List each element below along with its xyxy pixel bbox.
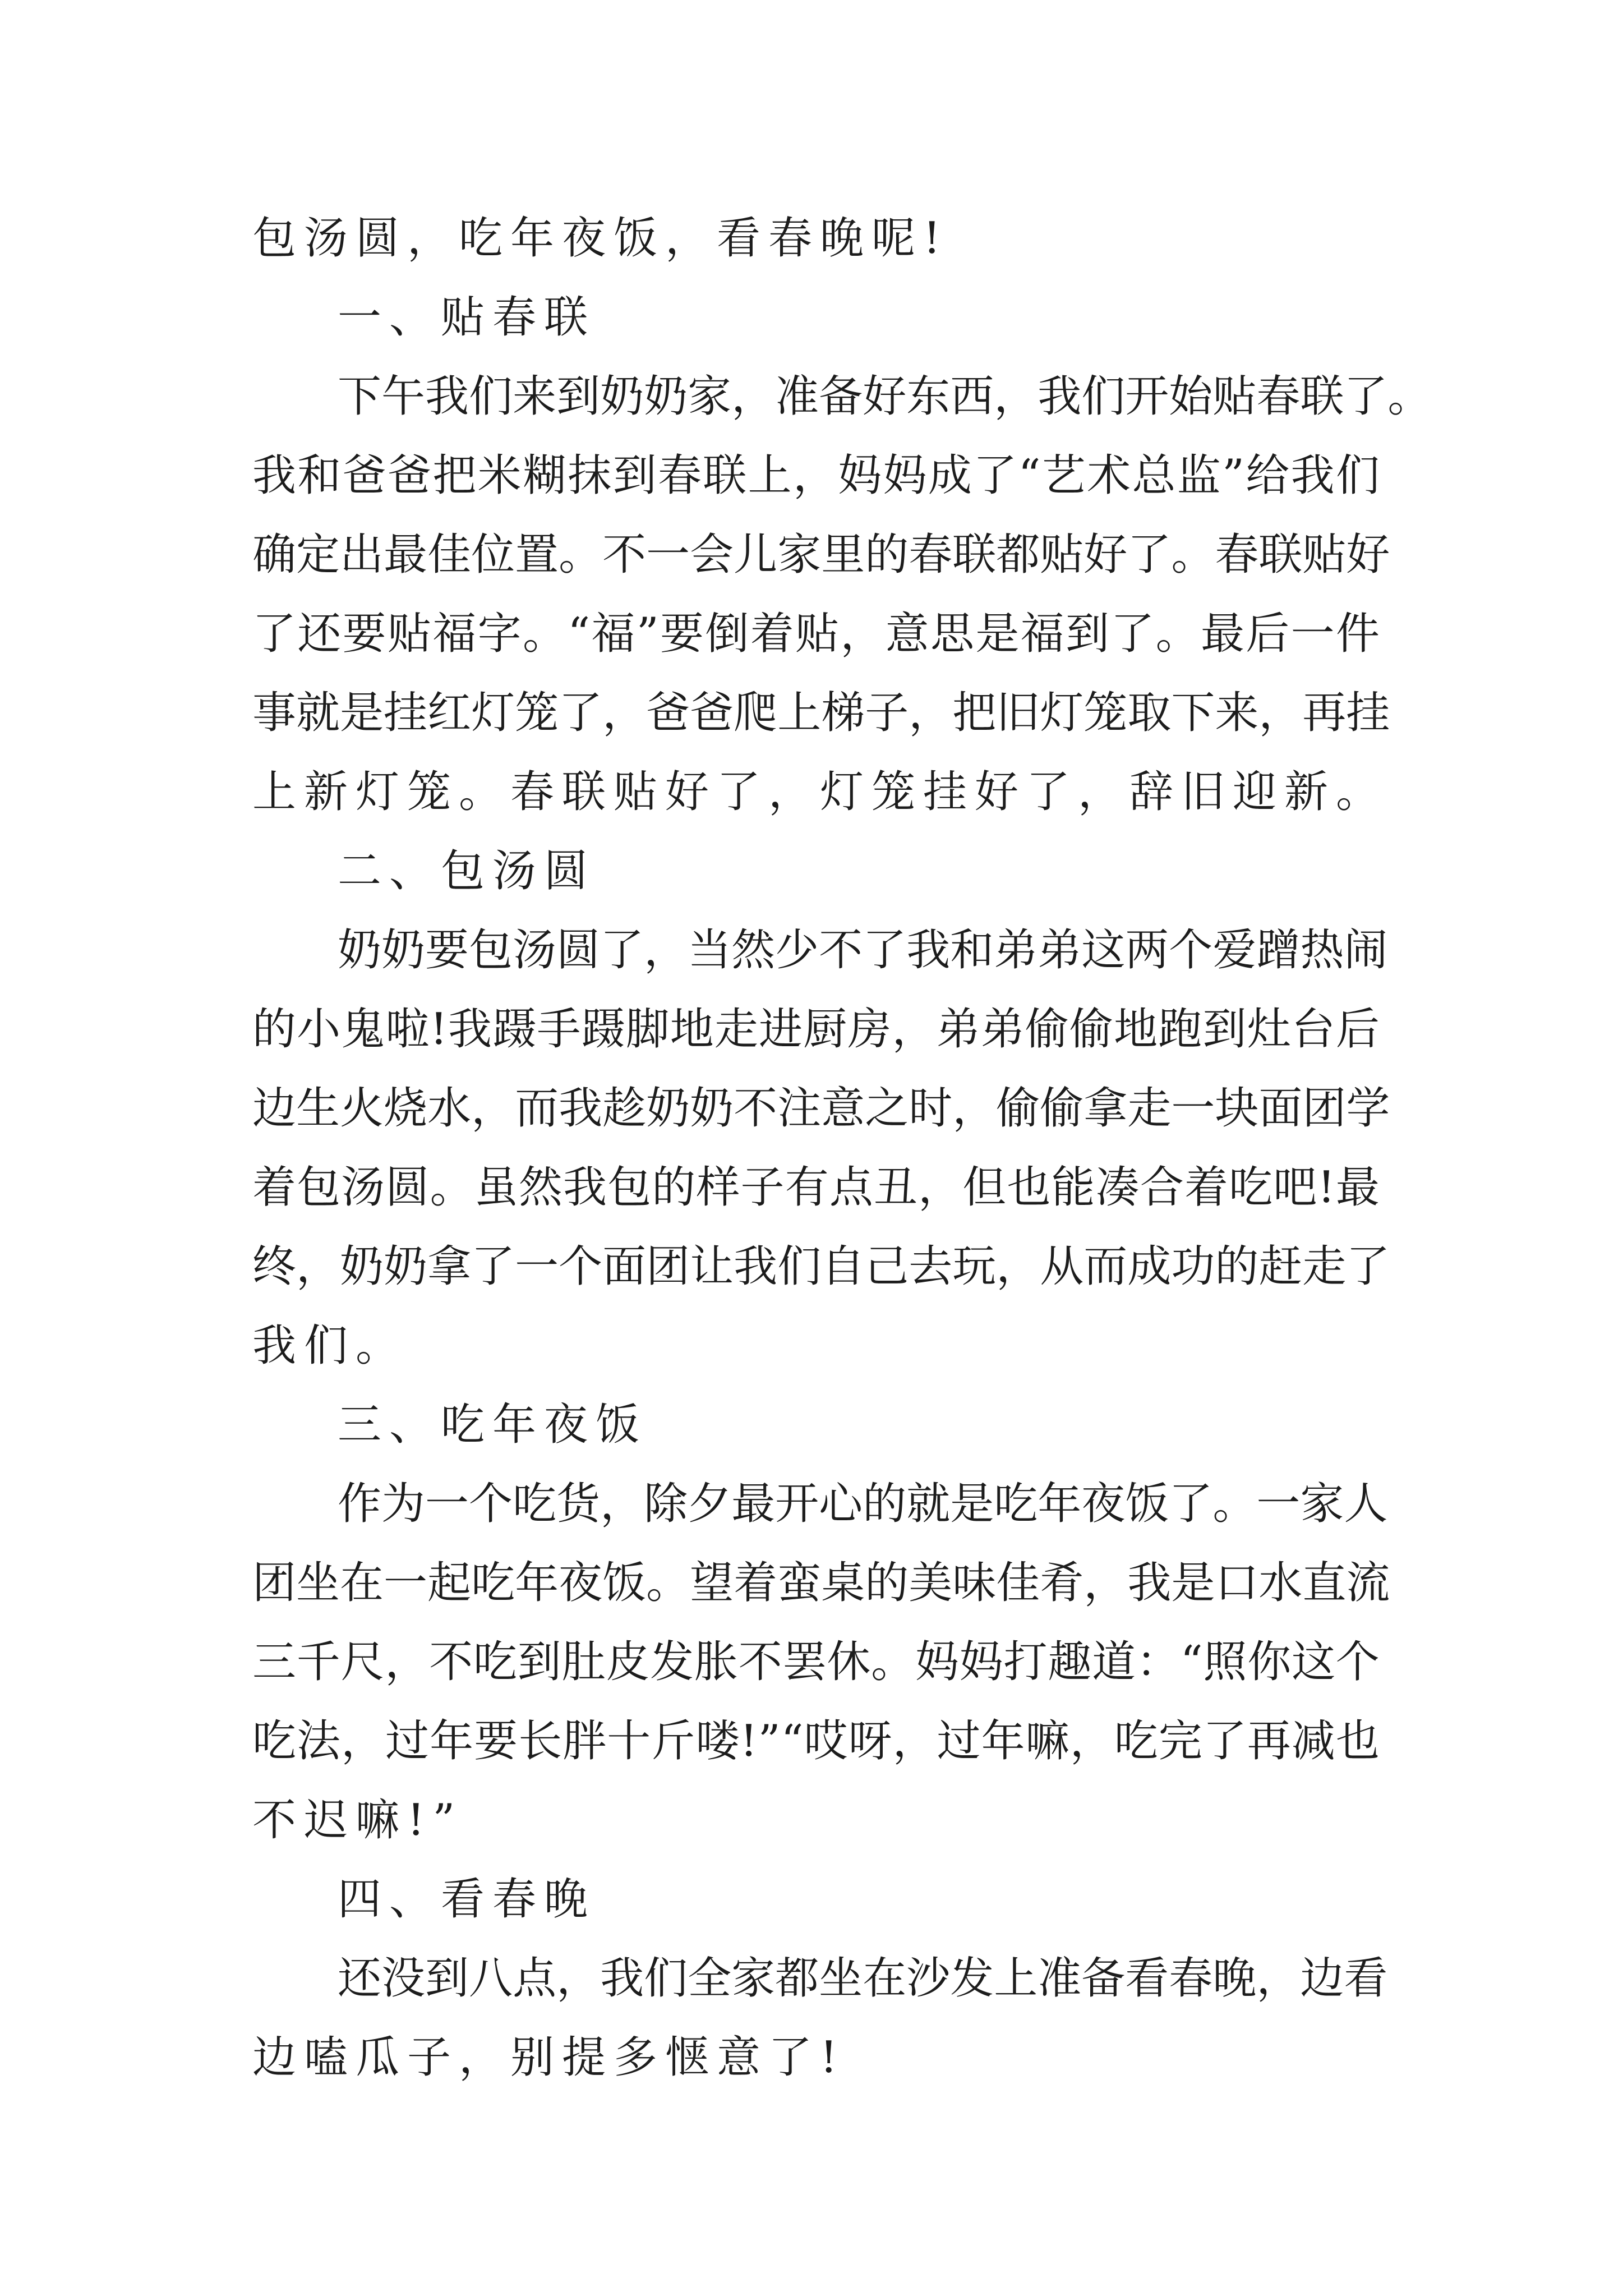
text-line: 着 包 汤 圆 。 虽 然 我 包 的 样 子 有 点 丑 ， 但 也 能 凑 合 着 吃 吧 ! 最: [252, 1162, 1380, 1213]
section-heading: 四、看春晚: [338, 1874, 596, 1925]
text-line: 三 千 尺 ， 不 吃 到 肚 皮 发 胀 不 罢 休 。 妈 妈 打 趣 道 ： “ 照 你 这 个: [252, 1637, 1380, 1687]
text-line: 奶 奶 要 包 汤 圆 了 ， 当 然 少 不 了 我 和 弟 弟 这 两 个 爱 蹭 热 闹: [338, 925, 1388, 976]
section-heading: 一、贴春联: [338, 292, 596, 343]
text-line: 事 就 是 挂 红 灯 笼 了 ， 爸 爸 爬 上 梯 子 ， 把 旧 灯 笼 取 下 来 ， 再 挂: [252, 688, 1390, 738]
text-line: 下 午 我 们 来 到 奶 奶 家 ， 准 备 好 东 西 ， 我 们 开 始 贴 春 联 了 。: [338, 371, 1432, 422]
text-line: 的 小 鬼 啦 ! 我 蹑 手 蹑 脚 地 走 进 厨 房 ， 弟 弟 偷 偷 地 跑 到 灶 台 后: [252, 1004, 1380, 1055]
text-line: 作 为 一 个 吃 货 ， 除 夕 最 开 心 的 就 是 吃 年 夜 饭 了 。 一 家 人: [338, 1479, 1388, 1529]
text-line: 上新灯笼。春联贴好了，灯笼挂好了，辞旧迎新。: [252, 767, 1388, 817]
text-line: 终 ， 奶 奶 拿 了 一 个 面 团 让 我 们 自 己 去 玩 ， 从 而 成 功 的 赶 走 了: [252, 1241, 1390, 1292]
text-line: 我们。: [252, 1320, 408, 1371]
text-line: 还 没 到 八 点 ， 我 们 全 家 都 坐 在 沙 发 上 准 备 看 春 晚 ， 边 看: [338, 1953, 1388, 2004]
section-heading: 二、包汤圆: [338, 846, 596, 896]
text-line: 吃 法 ， 过 年 要 长 胖 十 斤 喽 ! ” “ 哎 呀 ， 过 年 嘛 ， 吃 完 了 再 减 也: [252, 1716, 1380, 1766]
section-heading: 三、吃年夜饭: [338, 1400, 648, 1450]
document-body: [252, 199, 1432, 2097]
text-line: 边 生 火 烧 水 ， 而 我 趁 奶 奶 不 注 意 之 时 ， 偷 偷 拿 走 一 块 面 团 学: [252, 1083, 1390, 1134]
text-line: 不迟嘛!”: [252, 1795, 463, 1846]
text-line: 包汤圆，吃年夜饭，看春晚呢!: [252, 213, 949, 264]
text-line: 了 还 要 贴 福 字 。 “ 福 ” 要 倒 着 贴 ， 意 思 是 福 到 了 。 最 后 一 件: [252, 609, 1380, 659]
text-line: 我 和 爸 爸 把 米 糊 抹 到 春 联 上 ， 妈 妈 成 了 “ 艺 术 总 监 ” 给 我 们: [252, 450, 1380, 501]
text-line: 确 定 出 最 佳 位 置 。 不 一 会 儿 家 里 的 春 联 都 贴 好 了 。 春 联 贴 好: [252, 530, 1390, 580]
text-line: 团 坐 在 一 起 吃 年 夜 饭 。 望 着 蛮 桌 的 美 味 佳 肴 ， 我 是 口 水 直 流: [252, 1558, 1390, 1608]
text-line: 边嗑瓜子，别提多惬意了!: [252, 2032, 846, 2083]
